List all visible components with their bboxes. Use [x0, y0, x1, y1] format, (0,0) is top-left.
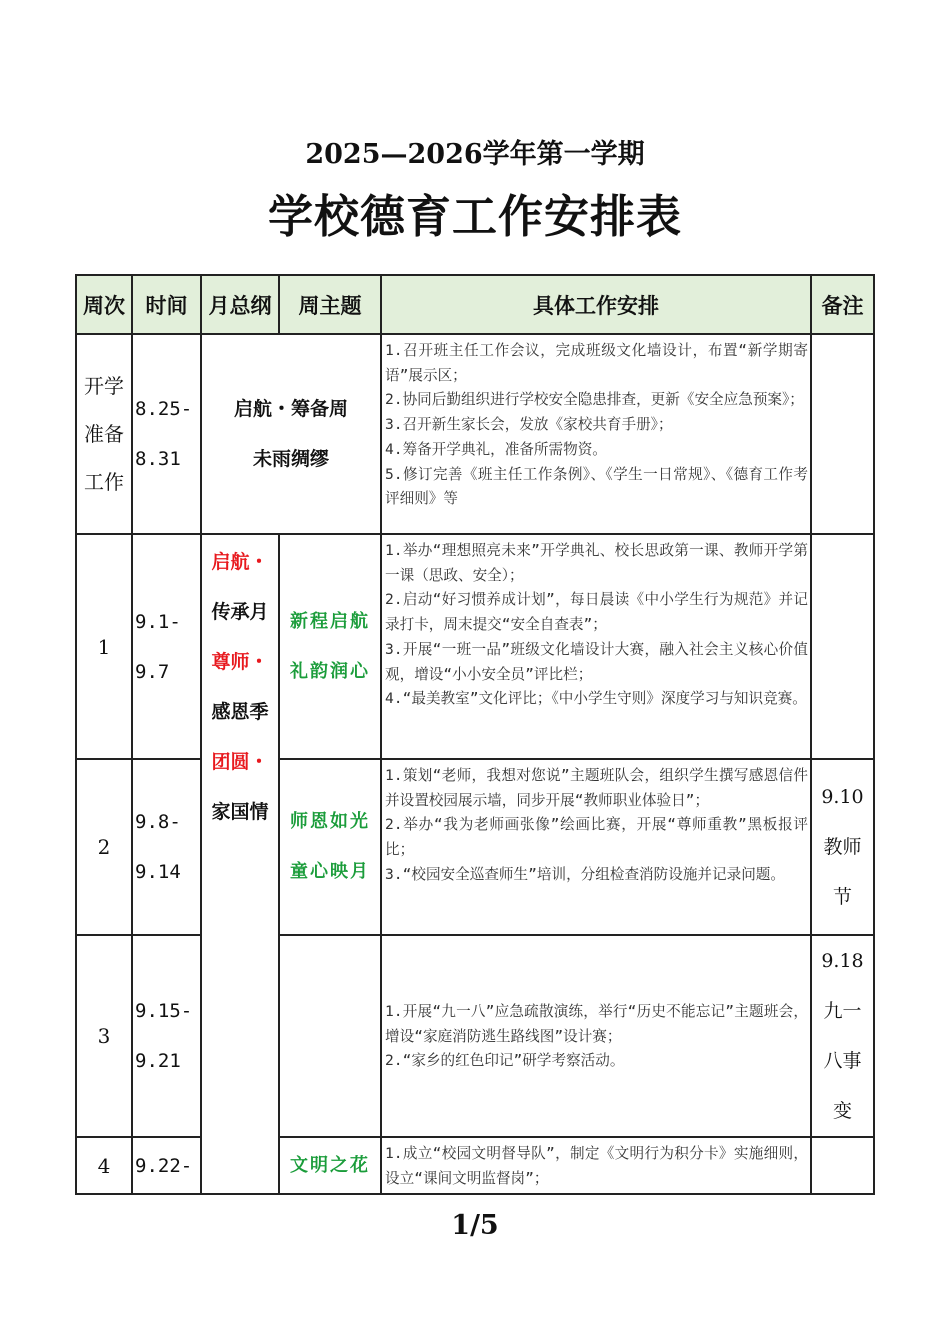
detail-item: 3.开展“一班一品”班级文化墙设计大赛，融入社会主义核心价值观，增设“小小安全员”评比栏；: [385, 640, 808, 683]
theme-line1: 文明之花: [290, 1154, 370, 1176]
page-number: 1/5: [451, 1210, 499, 1241]
time-start: 9.8-: [135, 811, 181, 833]
week-cell: 3: [76, 935, 132, 1137]
time-cell: [132, 534, 201, 759]
note-line: 教师: [823, 836, 862, 858]
note-line: 9.18: [821, 950, 864, 972]
column-header-time: 时间: [132, 275, 201, 334]
details-cell: [381, 534, 811, 759]
month-line: 尊师・: [211, 651, 269, 673]
table-row-week-2: [76, 759, 874, 935]
detail-item: 4.“最美教室”文化评比；《中小学生守则》深度学习与知识竞赛。: [385, 690, 807, 708]
month-line: 传承月: [211, 601, 269, 623]
time-cell: [132, 334, 201, 534]
time-cell: [132, 935, 201, 1137]
details-cell: [381, 1137, 811, 1194]
month-outline-cell: [201, 534, 279, 1194]
detail-item: 1.策划“老师，我想对您说”主题班队会，组织学生撰写感恩信件并设置校园展示墙，同步开展“教师职业体验日”；: [385, 767, 808, 809]
theme-line2: 礼韵润心: [290, 660, 370, 682]
column-header-week-theme: 周主题: [279, 275, 381, 334]
table-row-week-1: [76, 534, 874, 759]
column-header-details: 具体工作安排: [381, 275, 811, 334]
note-cell: [811, 534, 874, 759]
time-end: 9.14: [135, 861, 181, 883]
prep-theme-line2: 未雨绸缪: [252, 448, 329, 470]
month-line: 感恩季: [211, 701, 269, 723]
time-end: 8.31: [135, 448, 181, 470]
note-line: 九一: [823, 1000, 862, 1022]
detail-item: 1.召开班主任工作会议，完成班级文化墙设计，布置“新学期寄语”展示区；: [385, 342, 808, 384]
detail-item: 3.召开新生家长会，发放《家校共育手册》；: [385, 416, 673, 434]
week-theme-cell: [279, 759, 381, 935]
detail-item: 3.“校园安全巡查师生”培训，分组检查消防设施并记录问题。: [385, 865, 785, 883]
detail-item: 2.协同后勤组织进行学校安全隐患排查，更新《安全应急预案》；: [385, 391, 804, 409]
table-row-week-3: [76, 935, 874, 1137]
week-theme-cell: [279, 534, 381, 759]
detail-item: 5.修订完善《班主任工作条例》、《学生一日常规》、《德育工作考评细则》等: [385, 465, 808, 508]
note-line: 节: [832, 886, 852, 908]
note-cell: [811, 759, 874, 935]
week-label: 开学准备工作: [84, 374, 124, 494]
detail-item: 1.举办“理想照亮未来”开学典礼、校长思政第一课、教师开学第一课（思政、安全）；: [385, 542, 808, 584]
column-header-note: 备注: [811, 275, 874, 334]
work-schedule-table: [75, 274, 875, 1195]
note-cell: [811, 935, 874, 1137]
time-cell: [132, 1137, 201, 1194]
table-header-row: [76, 275, 874, 334]
month-line: 团圆・: [211, 751, 269, 773]
week-cell: 4: [76, 1137, 132, 1194]
detail-item: 1.成立“校园文明督导队”，制定《文明行为积分卡》实施细则，设立“课间文明监督岗”；: [385, 1145, 808, 1187]
time-cell: [132, 759, 201, 935]
month-line: 启航・: [211, 551, 269, 573]
note-cell: [811, 334, 874, 534]
table-row-prep: [76, 334, 874, 534]
note-line: 变: [832, 1100, 852, 1122]
time-start: 9.1-: [135, 610, 181, 633]
detail-item: 4.筹备开学典礼，准备所需物资。: [385, 440, 607, 458]
column-header-week: 周次: [76, 275, 132, 334]
time-end: 9.21: [135, 1050, 181, 1072]
theme-line1: 师恩如光: [290, 811, 370, 832]
detail-item: 2.启动“好习惯养成计划”，每日晨读《中小学生行为规范》并记录打卡，周末提交“安全自查表”；: [385, 591, 808, 634]
details-cell: [381, 935, 811, 1137]
detail-item: 2.“家乡的红色印记”研学考察活动。: [385, 1052, 625, 1070]
details-cell: [381, 334, 811, 534]
table-row-week-4: [76, 1137, 874, 1194]
prep-theme-line1: 启航・筹备周: [233, 398, 348, 420]
week-theme-cell: [279, 935, 381, 1137]
theme-line1: 新程启航: [290, 610, 370, 632]
time-end: 9.7: [135, 660, 170, 683]
theme-line2: 童心映月: [290, 861, 370, 882]
week-theme-cell: [279, 1137, 381, 1194]
week-cell: 1: [76, 534, 132, 759]
column-header-month-outline: 月总纲: [201, 275, 279, 334]
detail-item: 1.开展“九一八”应急疏散演练，举行“历史不能忘记”主题班会，增设“家庭消防逃生路线图”设计赛；: [385, 1002, 808, 1045]
prep-theme-cell: [201, 334, 381, 534]
week-cell: 2: [76, 759, 132, 935]
week-cell: [76, 334, 132, 534]
subtitle: 2025—2026学年第一学期: [305, 139, 645, 170]
note-line: 9.10: [821, 786, 864, 808]
detail-item: 2.举办“我为老师画张像”绘画比赛，开展“尊师重教”黑板报评比；: [385, 816, 808, 859]
note-cell: [811, 1137, 874, 1194]
month-line: 家国情: [211, 801, 269, 823]
details-cell: [381, 759, 811, 935]
time-start: 8.25-: [135, 398, 193, 420]
time-start: 9.15-: [135, 1000, 193, 1022]
time-start: 9.22-: [135, 1154, 193, 1177]
note-line: 八事: [823, 1050, 862, 1072]
page-title: 学校德育工作安排表: [267, 190, 682, 243]
